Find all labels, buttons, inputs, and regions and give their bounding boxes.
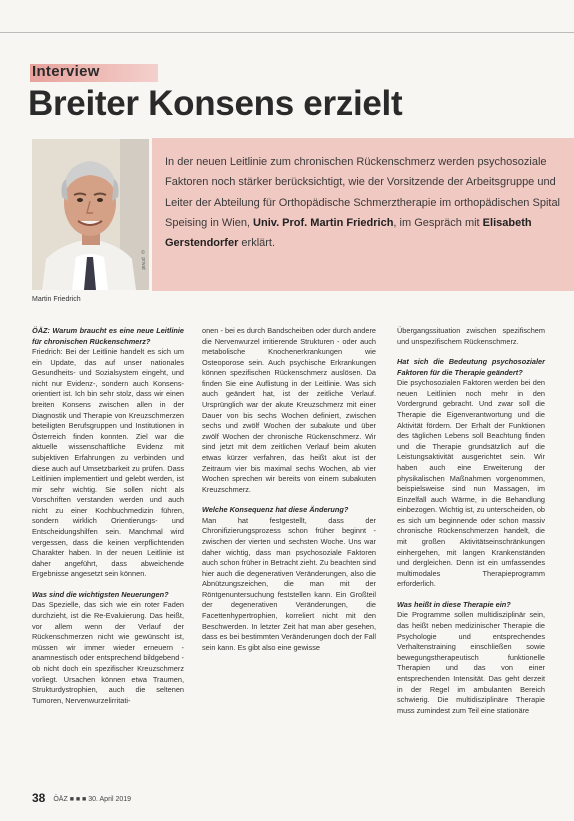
section-kicker xyxy=(30,64,158,82)
interview-question: ÖÄZ: Warum braucht es eine neue Leitlinie für chronischen Rückenschmerz? xyxy=(32,326,184,346)
article-column-1 xyxy=(32,326,184,706)
interview-question: Welche Konsequenz hat diese Änderung? xyxy=(202,505,349,515)
lead-text-2: , im Gespräch mit xyxy=(393,216,483,229)
photo-credit: © privat xyxy=(140,250,146,270)
article-headline: Breiter Konsens erzielt xyxy=(28,84,403,123)
footer-issue: ÖÄZ ■ ■ ■ 30. April 2019 xyxy=(53,796,132,803)
interview-answer: Das Spezielle, das sich wie ein roter Faden durchzieht, ist die Re-Evaluierung. Das heißt, vor allem wenn der Verlauf der Rückenschmerzen nicht wie gewünscht ist, müssen wir immer wieder erneuern - anamnestisch oder entsprechend bildgebend - ob nicht doch ein spezifischer Kreuzschmerz vorliegt. Ursachen können etwa Traumen, Strukturdystrophien, auch die seltenen Tumoren, Nervenwurzelirritati- xyxy=(32,600,184,705)
page-number: 38 xyxy=(32,791,46,805)
interview-question: Was heißt in diese Therapie ein? xyxy=(397,599,511,609)
lead-text-1: In der neuen Leitlinie zum chronischen Rückenschmerz werden psychosoziale Faktoren noch stärker berücksichtigt, wie der Vorsitzende der Arbeitsgruppe und Leiter der Abteilung für Orthopädische Schmerztherapie im orthopädischen Spital Speising in Wien, xyxy=(165,156,561,229)
portrait-photo xyxy=(32,139,149,290)
interview-answer: onen - bei es durch Bandscheiben oder durch andere die Nervenwurzel irritierende Strukturen - oder auch metabolische Knochenerkrankungen wie Osteoporose sein. Auch psychische Erkrankungen können spezifischen Rückenschmerz auslösen. Da finden Sie eine Auflistung in der Leitlinie. Was sich auch geändert hat, ist der zeitliche Verlauf. Ursprünglich war der akute Kreuzschmerz mit einer Dauer von bis sechs Wochen definiert, zwischen sechs und zwölf Wochen der subakute und über zwölf Wochen der chronische Rückenschmerz. Wir sind jetzt mit dem zeitlichen Verlauf beim akuten etwas kürzer verfahren, das heißt akut ist der Zeitraum vier bis maximal sechs Wochen, ab vier Wochen sprechen wir bereits von einem subakuten Kreuzschmerz. xyxy=(202,326,376,494)
page-footer xyxy=(32,791,131,805)
article-column-2 xyxy=(202,326,376,653)
portrait-illustration xyxy=(32,139,149,290)
lead-box xyxy=(152,138,574,291)
interviewer-name: Elisabeth Gerstendorfer xyxy=(165,216,532,250)
top-rule xyxy=(0,32,574,33)
interview-answer: Die psychosozialen Faktoren werden bei den neuen Leitlinien noch mehr in den Vordergrund gebracht. Und zwar soll die Therapie die Eigenverantwortung und die Aktivität fördern. Der Erhalt der Funktionen des täglichen Lebens soll Beachtung finden und die Therapie grundsätzlich auf die Leistungsaktivität ausgerichtet sein. Wir haben auch eine Erweiterung der physikalischen Maßnahmen vorgenommen, beispielsweise sind nun Massagen, im Einzelfall auch Wärme, in die Behandlung einbezogen. Wichtig ist, zu unterscheiden, ob es sich um beginnende oder schon massiv chronische Rückenschmerzen handelt, die mit großen Aktivitätseinschränkungen einhergehen, mit langen Krankenständen und dergleichen. Denn ist ein umfassendes multimodales Therapieprogramm erforderlich. xyxy=(397,378,545,589)
interview-answer: Man hat festgestellt, dass der Chronifizierungsprozess schon früher beginnt - zwischen der vierten und sechsten Woche. Uns war daher wichtig, dass man psychosoziale Faktoren auch schon früher in Betracht zieht. Zu beachten sind hier auch die degenerativen Veränderungen, also die Abnützungszeichen, die man mit der Röntgenuntersuchung feststellen kann. Ein Großteil der degenerativen Veränderungen, die Facettenhypertrophien, korreliert nicht mit den Beschwerden. In letzter Zeit hat man aber gesehen, dass es bei bestimmten Veränderungen doch der Fall sein kann. Es gibt also eine gewisse xyxy=(202,515,376,652)
photo-caption: Martin Friedrich xyxy=(32,296,81,303)
interview-question: Hat sich die Bedeutung psychosozialer Faktoren für die Therapie geändert? xyxy=(397,357,545,377)
interview-answer: Friedrich: Bei der Leitlinie handelt es sich um ein Update, das auf unser nationales Gesundheits- und Sozialsystem eingeht, und nicht nur Evidenz-, sondern auch Konsens-orientiert ist. Ich bin sehr stolz, dass wir einen breiten Konsens zwischen allen in der Diagnostik und Therapie von Kreuzschmerzen beteiligten Berufsgruppen und Institutionen in Österreich finden konnten. Ziel war die aktuelle wissenschaftliche Evidenz mit subjektiven Erfahrungen zu verbinden und diese auch auf Umsetzbarkeit zu prüfen. Dass Leitlinien implementiert und gelebt werden, ist mir sehr wichtig. Sie sollen nicht als Vorschriften verstanden werden und auch nicht zu einer Kochbuchmedizin führen, sondern wirklich Orientierungs- und Entscheidungshilfen sein. Manchmal wird vergessen, dass die keinen verpflichtenden Charakter haben. In der neuen Leitlinie ist daher angeführt, dass abweichende Ergebnisse angesetzt sein können. xyxy=(32,347,184,579)
interviewee-name: Univ. Prof. Martin Friedrich xyxy=(253,216,394,229)
article-column-3 xyxy=(397,326,545,716)
lead-text-3: erklärt. xyxy=(238,237,276,250)
interview-answer: Die Programme sollen multidisziplinär sein, das heißt neben medizinischer Therapie die Psychologie und entsprechendes Verhaltenstraining einschließen sowie bewegungstherapeutisch funktionelle Therapien und das von einer entsprechenden Intensität. Das geht derzeit in der Regel im ambulanten Bereich schwierig. Die multidisziplinäre Therapie muss zumindest zum Teil eine stationäre xyxy=(397,610,545,715)
lead-paragraph xyxy=(165,152,565,253)
interview-answer: Übergangssituation zwischen spezifischem und unspezifischem Rückenschmerz. xyxy=(397,326,545,346)
kicker-label: Interview xyxy=(32,63,100,80)
interview-question: Was sind die wichtigsten Neuerungen? xyxy=(32,589,169,599)
